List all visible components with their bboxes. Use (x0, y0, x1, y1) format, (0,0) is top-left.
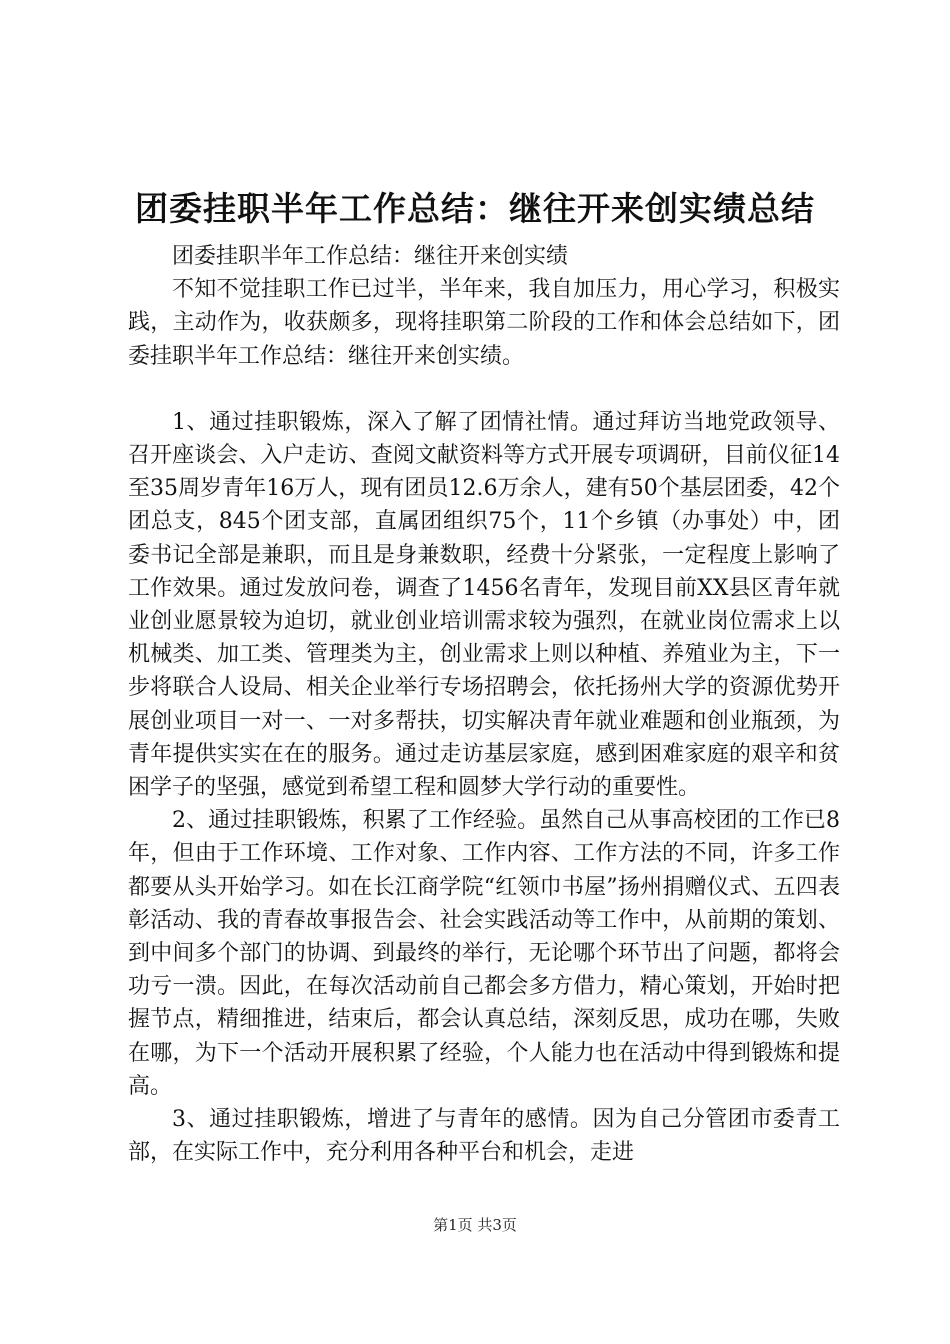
subtitle-paragraph: 团委挂职半年工作总结：继往开来创实绩 (172, 244, 569, 269)
section-2-paragraph: 2、通过挂职锻炼，积累了工作经验。虽然自己从事高校团的工作已8年，但由于工作环境、工作对象、工作内容、工作方法的不同，许多工作都要从头开始学习。如在长江商学院“红领巾书屋”扬州捐赠仪式、五四表彰活动、我的青春故事报告会、社会实践活动等工作中，从前期的策划、到中间多个部门的协调、到最终的举行，无论哪个环节出了问题，都将会功亏一溃。因此，在每次活动前自己都会多方借力，精心策划，开始时把握节点，精细推进，结束后，都会认真总结，深刻反思，成功在哪，失败在哪，为下一个活动开展积累了经验，个人能力也在活动中得到锻炼和提高。 (128, 808, 840, 1099)
document-body (128, 240, 840, 1169)
document-title: 团委挂职半年工作总结：继往开来创实绩总结 (135, 189, 815, 228)
section-1-paragraph: 1、通过挂职锻炼，深入了解了团情社情。通过拜访当地党政领导、召开座谈会、入户走访、查阅文献资料等方式开展专项调研，目前仪征14至35周岁青年16万人，现有团员12.6万余人，建有50个基层团委，42个团总支，845个团支部，直属团组织75个，11个乡镇（办事处）中，团委书记全部是兼职，而且是身兼数职，经费十分紧张，一定程度上影响了工作效果。通过发放问卷，调查了1456名青年，发现目前XX县区青年就业创业愿景较为迫切，就业创业培训需求较为强烈，在就业岗位需求上以机械类、加工类、管理类为主，创业需求上则以种植、养殖业为主，下一步将联合人设局、相关企业举行专场招聘会，依托扬州大学的资源优势开展创业项目一对一、一对多帮扶，切实解决青年就业难题和创业瓶颈，为青年提供实实在在的服务。通过走访基层家庭，感到困难家庭的艰辛和贫困学子的坚强，感觉到希望工程和圆梦大学行动的重要性。 (128, 409, 840, 801)
intro-paragraph: 不知不觉挂职工作已过半，半年来，我自加压力，用心学习，积极实践，主动作为，收获颇多，现将挂职第二阶段的工作和体会总结如下，团委挂职半年工作总结：继往开来创实绩。 (128, 277, 840, 369)
page-number-footer: 第1页 共3页 (433, 1216, 517, 1234)
section-3-paragraph: 3、通过挂职锻炼，增进了与青年的感情。因为自己分管团市委青工部，在实际工作中，充分利用各种平台和机会，走进 (128, 1107, 840, 1166)
